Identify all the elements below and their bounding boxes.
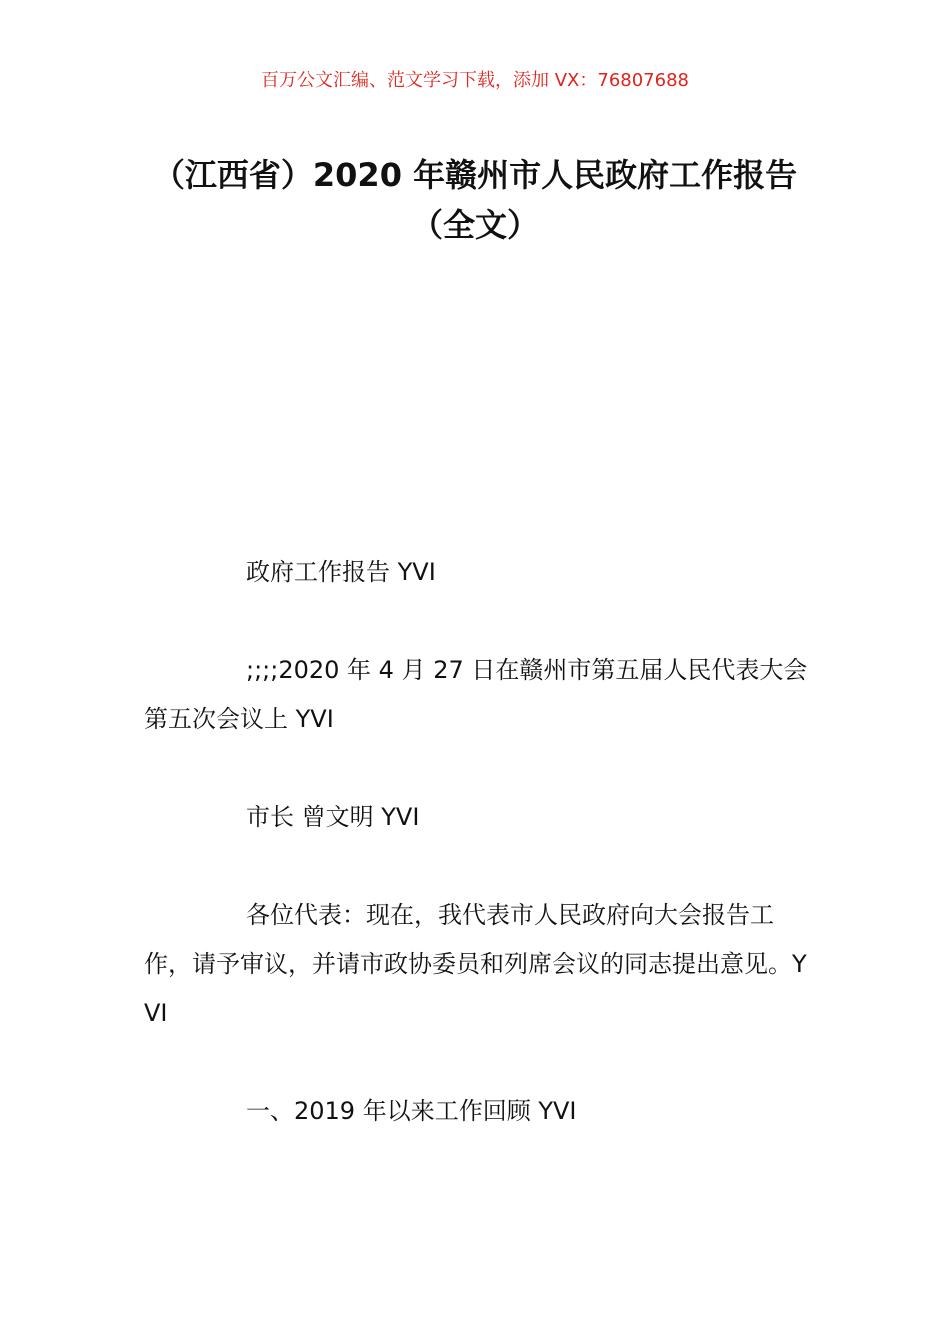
- paragraph-speaker: 市长 曾文明 YVI: [246, 803, 420, 831]
- document-title: （江西省）2020 年赣州市人民政府工作报告（全文）: [152, 156, 798, 244]
- paragraph-greeting: 各位代表：现在，我代表市人民政府向大会报告工作，请予审议，并请市政协委员和列席会议的同志提出意见。YVI: [144, 901, 807, 1027]
- document-body: [144, 548, 808, 1185]
- paragraph-report-label: 政府工作报告 YVI: [246, 558, 436, 586]
- header-note: 百万公文汇编、范文学习下载，添加 VX：76807688: [261, 70, 689, 91]
- paragraph-section-heading: 一、2019 年以来工作回顾 YVI: [246, 1097, 577, 1125]
- paragraph-meeting-date: ;;;;2020 年 4 月 27 日在赣州市第五届人民代表大会第五次会议上 YVI: [144, 656, 808, 733]
